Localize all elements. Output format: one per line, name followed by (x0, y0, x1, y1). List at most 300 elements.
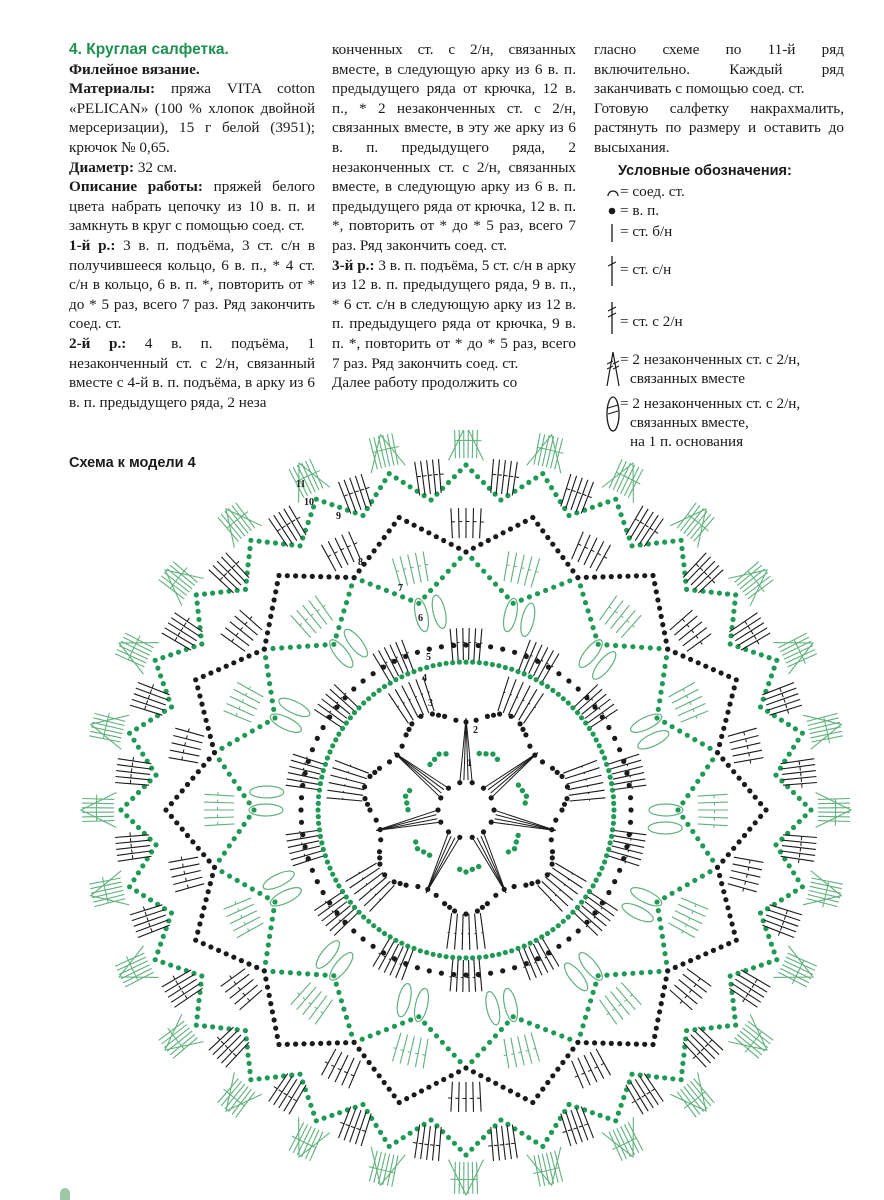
row3-stitch (428, 692, 429, 693)
row2-chain (378, 837, 383, 842)
row6-chain (267, 681, 272, 686)
row4-stitch (523, 967, 525, 968)
row3-stitch (555, 863, 586, 881)
row6-chain (263, 655, 268, 660)
row9-chain (257, 539, 262, 544)
row3-stitch (398, 706, 399, 707)
row9-chain (498, 497, 503, 502)
row9-chain (314, 1118, 319, 1123)
row9-chain (709, 590, 714, 595)
row7-stitch (529, 570, 532, 571)
row1-chain (524, 794, 529, 799)
row6-chain (384, 1027, 389, 1032)
row10-stitch (783, 777, 817, 780)
row6-chain (270, 646, 275, 651)
row10-stitch (178, 632, 180, 635)
row8-chain (665, 647, 670, 652)
row4-chain (576, 928, 581, 933)
row3-stitch (335, 760, 369, 773)
row8-stitch (186, 878, 187, 881)
row8-chain (711, 948, 716, 953)
row11-stitch (138, 636, 140, 640)
row11-stitch (162, 1025, 187, 1045)
row6-chain (242, 822, 247, 827)
row6-chain (705, 851, 710, 856)
row10-stitch (184, 623, 186, 626)
center-ring-chain (491, 807, 496, 812)
row11-stitch (698, 1095, 701, 1098)
row3-chain (611, 794, 616, 799)
row2-chain (377, 849, 382, 854)
row3-chain (599, 866, 604, 871)
row8-stitch (245, 622, 247, 625)
row2-chain (367, 774, 372, 779)
row8-chain (426, 530, 431, 535)
row6-chain (535, 1024, 540, 1029)
row6-chain (288, 970, 293, 975)
row7-stitch (305, 619, 307, 621)
row8-chain (265, 630, 270, 635)
row6-chain (250, 728, 255, 733)
row10-stitch (561, 1114, 571, 1146)
row11-stitch (459, 1162, 460, 1194)
row3-chain (405, 671, 410, 676)
row9-chain (140, 863, 145, 868)
row1-chain (403, 794, 408, 799)
row11-stitch (756, 581, 759, 585)
row3-chain (496, 952, 501, 957)
row10-stitch (491, 1127, 494, 1161)
row8-chain (673, 965, 678, 970)
row11-stitch (176, 578, 179, 582)
row9-chain (134, 726, 139, 731)
row10-stitch (770, 705, 802, 715)
row8-stitch (473, 1082, 474, 1112)
row4-stitch (402, 640, 413, 670)
row6-chain (271, 908, 276, 913)
row11-stitch (818, 803, 850, 804)
row3-stitch (415, 696, 416, 697)
row8-chain (584, 1040, 589, 1045)
row11-stitch (382, 1170, 386, 1171)
row7-stitch (415, 1038, 421, 1068)
row10-stitch (182, 991, 184, 994)
row2-chain (367, 807, 372, 812)
row8-chain (565, 562, 570, 567)
row4-chain (566, 678, 571, 683)
row4-chain (500, 647, 505, 652)
row6-chain (247, 815, 252, 820)
row3-stitch (523, 700, 524, 701)
row4-chain (628, 795, 633, 800)
row1-chain (523, 800, 528, 805)
row8-stitch (749, 753, 750, 756)
row1-chain (520, 788, 525, 793)
materials-text: пряжа VITA cotton «PELICAN» (100 % хлопок двойной мерсеризации), 15 г белой (3951); крючок № 0,65. (69, 80, 315, 156)
row7-stitch (404, 569, 407, 570)
row10-stitch (642, 1095, 645, 1097)
row9-chain (590, 505, 595, 510)
row3-chain (602, 859, 607, 864)
row10-stitch (505, 1144, 509, 1145)
row6-chain (422, 1021, 427, 1026)
row9-chain (130, 819, 135, 824)
row8-chain (592, 575, 597, 580)
row2-chain (540, 759, 545, 764)
row6-chain (654, 899, 659, 904)
row6-chain (551, 1030, 556, 1035)
row10-stitch (780, 927, 782, 931)
row9-chain (245, 1044, 250, 1049)
row7-stitch (627, 620, 629, 622)
row8-chain (758, 814, 763, 819)
row4-stitch (341, 697, 342, 699)
row2-chain (452, 908, 457, 913)
row8-chain (174, 820, 179, 825)
row2-chain (475, 908, 480, 913)
row10-stitch (287, 523, 290, 525)
row3-stitch (447, 913, 452, 949)
row9-chain (469, 468, 474, 473)
row10-stitch (117, 765, 151, 769)
center-ring-chain (470, 835, 475, 840)
row3-chain (566, 914, 571, 919)
row6-chain (349, 1032, 354, 1037)
row2-chain (559, 807, 564, 812)
row10-stitch (704, 572, 707, 575)
row8-chain (199, 702, 204, 707)
row9-chain (475, 1141, 480, 1146)
row6-chain (583, 600, 588, 605)
row3-chain (377, 927, 382, 932)
row11-stitch (244, 512, 248, 515)
row1-text: 3 в. п. подъёма, 3 ст. с/н в получившееся кольцо, 6 в. п., * 4 ст. с/н в кольцо, 6 в. п. *, повторить от * до * 5 раз, всего 7 раз. Ряд закончить соед. ст. (69, 236, 316, 333)
row7-stitch (234, 917, 261, 931)
row6-chain (656, 646, 661, 651)
row2-chain (406, 727, 411, 732)
row6-chain (297, 644, 302, 649)
row8-chain (246, 653, 251, 658)
row10-stitch (632, 1101, 636, 1103)
row6-chain (334, 982, 339, 987)
row2-chain (529, 881, 534, 886)
row8-chain (717, 873, 722, 878)
row9-chain (773, 842, 778, 847)
row4-chain (488, 644, 493, 649)
row8-chain (660, 622, 665, 627)
row6-chain (346, 1023, 351, 1028)
row6-chain (648, 970, 653, 975)
row8-chain (216, 948, 221, 953)
row10-stitch (297, 517, 301, 519)
row8-stitch (328, 541, 342, 568)
row3-stitch (469, 914, 470, 950)
row9-chain (394, 475, 399, 480)
row8-stitch (335, 538, 348, 565)
row3-chain (333, 878, 338, 883)
row4-chain (439, 971, 444, 976)
row4-chain (315, 879, 320, 884)
row8-chain (523, 519, 528, 524)
row2-chain (497, 711, 502, 716)
row3-chain (545, 931, 550, 936)
row8-chain (753, 820, 758, 825)
row8-chain (535, 1093, 540, 1098)
row4-chain (463, 642, 468, 647)
row8-stitch (172, 871, 201, 878)
row4-chain (351, 686, 356, 691)
row9-chain (481, 480, 486, 485)
row7-stitch (531, 1033, 539, 1062)
row8-stitch (590, 1052, 604, 1079)
row7-stitch (418, 566, 421, 567)
row11-stitch (304, 1142, 308, 1144)
row8-stitch (682, 619, 684, 622)
row10-stitch (152, 684, 153, 688)
row9-chain (793, 726, 798, 731)
row8-stitch (322, 1049, 336, 1075)
row10-stitch (783, 840, 817, 843)
row6-chain (586, 608, 591, 613)
row9-chain (481, 1135, 486, 1140)
row4-stitch (541, 660, 543, 661)
row6-chain (392, 591, 397, 596)
row10-stitch (504, 475, 508, 476)
row4-chain (612, 736, 617, 741)
row8-stitch (322, 545, 336, 571)
row6-chain (339, 617, 344, 622)
row6-chain (469, 1059, 474, 1064)
row9-chain (700, 1026, 705, 1031)
row10-stitch (143, 907, 144, 911)
row9-chain (566, 1102, 571, 1107)
row11-stitch (308, 1144, 312, 1146)
row2-chain (362, 784, 367, 789)
row5-tr2tog (326, 637, 357, 671)
row6-chain (257, 891, 262, 896)
row4-stitch (525, 653, 527, 654)
row6-chain (662, 664, 667, 669)
row9-chain (155, 949, 160, 954)
row8-stitch (186, 735, 187, 738)
row7-stitch (531, 559, 539, 588)
row10-stitch (282, 526, 285, 528)
row11-stitch (550, 1169, 554, 1170)
row11-stitch (829, 739, 830, 743)
row8-chain (196, 769, 201, 774)
row3-stitch (462, 914, 463, 950)
row2-chain (550, 862, 555, 867)
row6-chain (264, 951, 269, 956)
row6-chain (336, 990, 341, 995)
row4-stitch (379, 953, 381, 954)
row6-chain (270, 698, 275, 703)
row11-stitch (827, 886, 828, 890)
row8-chain (326, 1041, 331, 1046)
row8-chain (419, 526, 424, 531)
row6-chain (314, 643, 319, 648)
page-corner-mark (60, 1188, 70, 1200)
row8-chain (600, 1041, 605, 1046)
row7-stitch (511, 1038, 517, 1068)
row4-stitch (384, 956, 386, 957)
row8-chain (486, 1077, 491, 1082)
row8-chain (463, 1065, 468, 1070)
row11-stitch (130, 652, 132, 656)
row6-chain (264, 664, 269, 669)
row11-stitch (818, 821, 850, 822)
row9-chain (140, 752, 145, 757)
row4-chain (298, 807, 303, 812)
row2-chain (564, 796, 569, 801)
row6-chain (222, 851, 227, 856)
row3-chain (424, 665, 429, 670)
row1-chain (436, 751, 441, 756)
row9-chain (153, 773, 158, 778)
row11-stitch (103, 877, 104, 881)
row8-chain (180, 827, 185, 832)
row7-stitch (609, 607, 611, 609)
center-ring-chain (446, 829, 451, 834)
row6-chain (586, 1007, 591, 1012)
row11-stitch (472, 430, 473, 458)
row7-stitch (396, 571, 399, 572)
row10-stitch (786, 910, 787, 914)
row-number-label: 1 (467, 758, 472, 769)
row8-stitch (582, 1073, 585, 1074)
row2-chain (485, 901, 490, 906)
row9-chain (136, 870, 141, 875)
row9-chain (246, 562, 251, 567)
row8-stitch (728, 884, 757, 892)
row5-tr2tog (268, 710, 304, 736)
row3-chain (450, 955, 455, 960)
row9-chain (786, 722, 791, 727)
row3-chain (583, 894, 588, 899)
row3-chain (610, 788, 615, 793)
row6-chain (613, 643, 618, 648)
row6-chain (475, 562, 480, 567)
row3-chain (591, 732, 596, 737)
row3-chain (431, 663, 436, 668)
row5-tr2tog (589, 648, 620, 682)
row9-chain (545, 478, 550, 483)
row9-chain (153, 842, 158, 847)
row11-stitch (681, 506, 701, 531)
row-number-label: 2 (473, 725, 478, 736)
row11-stitch (374, 1152, 382, 1183)
row3-stitch (422, 694, 423, 695)
row6-chain (559, 581, 564, 586)
row9-chain (136, 790, 141, 795)
row9-chain (526, 1135, 531, 1140)
row8-stitch (700, 642, 702, 645)
row6-chain (487, 1040, 492, 1045)
row11-stitch (455, 430, 456, 458)
row4-stitch (330, 711, 331, 713)
row10-stitch (224, 573, 227, 576)
row6-chain (690, 829, 695, 834)
row9-chain (469, 1147, 474, 1152)
row3-stitch (517, 697, 518, 698)
row10-stitch (116, 777, 150, 780)
row11-stitch (636, 482, 640, 484)
row3-chain (344, 894, 349, 899)
row6-chain (656, 969, 661, 974)
row4-chain (512, 650, 517, 655)
row8-chain (703, 951, 708, 956)
row7-stitch (600, 1000, 617, 1025)
row3-chain (316, 821, 321, 826)
row9-chain (311, 1111, 316, 1116)
row2-chain (453, 718, 458, 723)
row8-chain (195, 930, 200, 935)
row7-stitch (611, 991, 630, 1014)
row8-chain (650, 573, 655, 578)
row10-stitch (220, 577, 223, 580)
row8-chain (210, 742, 215, 747)
row9-chain (616, 504, 621, 509)
row9-chain (533, 475, 538, 480)
row4-stitch (456, 960, 458, 992)
row9-chain (605, 499, 610, 504)
row6-chain (323, 973, 328, 978)
row6-chain (511, 601, 516, 606)
row7-stitch (317, 609, 319, 611)
row6-chain (670, 724, 675, 729)
row6-chain (519, 1017, 524, 1022)
row9-chain (378, 485, 383, 490)
row4-chain (371, 671, 376, 676)
row1-stitch (426, 836, 451, 893)
row8-chain (642, 573, 647, 578)
row8-chain (515, 1092, 520, 1097)
row8-stitch (238, 987, 240, 990)
row10-stitch (786, 704, 787, 708)
row6-chain (677, 728, 682, 733)
row5-tr2tog (395, 982, 414, 1018)
row3-chain (608, 775, 613, 780)
row3-stitch (514, 686, 531, 718)
row6-chain (232, 836, 237, 841)
row8-stitch (250, 617, 252, 620)
row8-chain (426, 1085, 431, 1090)
row6-chain (408, 1017, 413, 1022)
row11-stitch (225, 1084, 245, 1109)
row5-tr2tog (575, 949, 606, 983)
row9-chain (127, 731, 132, 736)
article-title: 4. Круглая салфетка. (69, 41, 229, 58)
row11-stitch (687, 511, 707, 536)
row8-chain (720, 858, 725, 863)
row3-chain (545, 684, 550, 689)
row10-stitch (340, 1122, 344, 1123)
row4-stitch (463, 628, 464, 660)
row6-chain (272, 899, 277, 904)
row8-stitch (170, 750, 199, 756)
row9-chain (791, 825, 796, 830)
row8-chain (662, 985, 667, 990)
row8-chain (419, 1088, 424, 1093)
row10-stitch (782, 846, 816, 850)
row3-chain (371, 692, 376, 697)
row-number-label: 8 (358, 557, 363, 568)
row8-stitch (585, 547, 588, 549)
row8-chain (734, 677, 739, 682)
row6-chain (630, 644, 635, 649)
row9-chain (779, 718, 784, 723)
row9-chain (680, 554, 685, 559)
